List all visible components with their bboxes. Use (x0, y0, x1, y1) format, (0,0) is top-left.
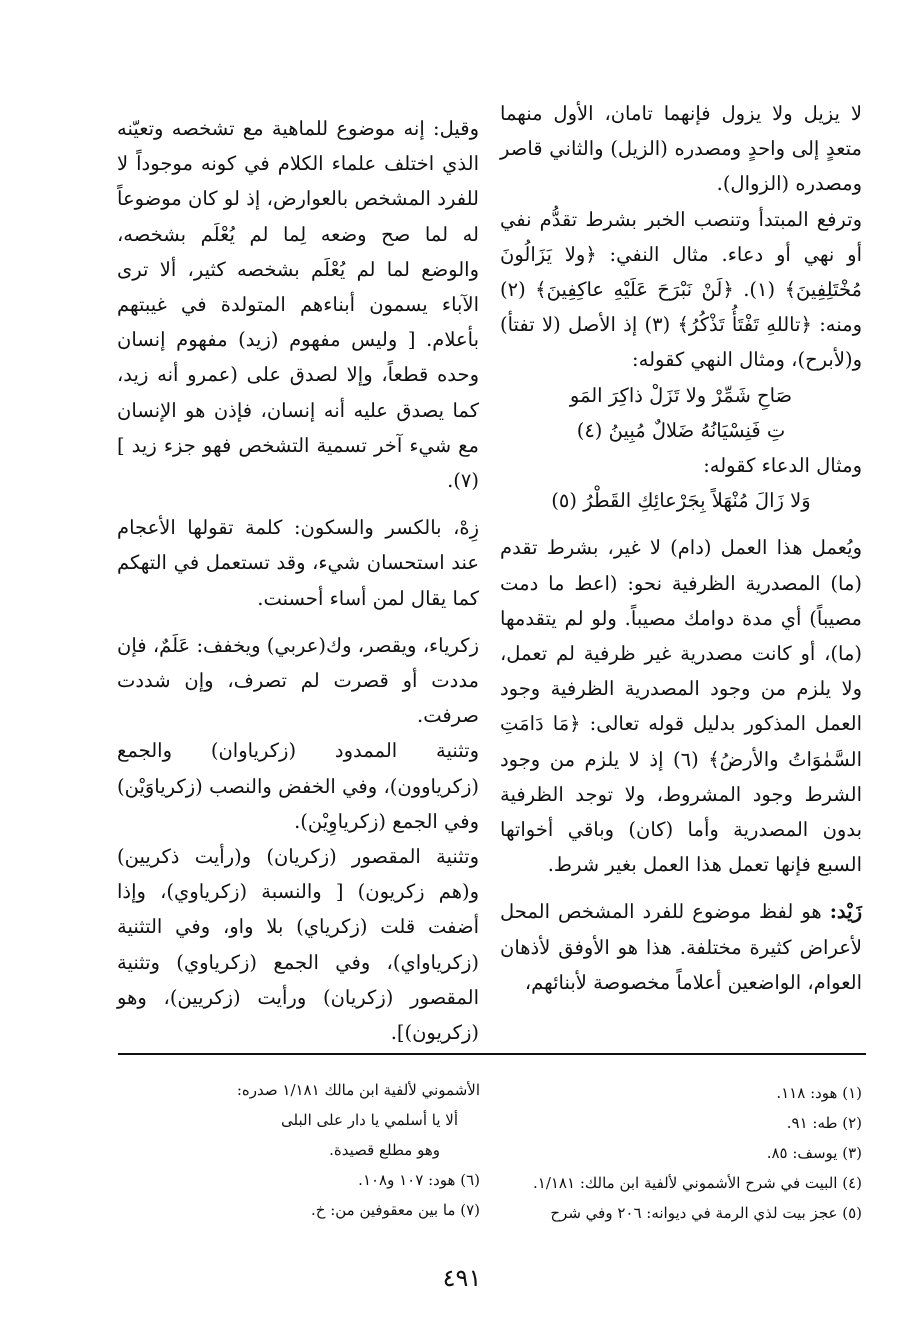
left-column (117, 111, 479, 1050)
right-column (500, 96, 862, 1000)
paragraph: وقيل: إنه موضوع للماهية مع تشخصه وتعيّنه الذي اختلف علماء الكلام في كونه موجوداً لا للفرد المشخص بالعوارض، إذ لو كان موضوعاً له لما صح وضعه لِما لم يُعْلَم بشخصه، والوضع لما لم يُعْلَم بشخصه كثير، ألا ترى الآباء يسمون أبناءهم المتولدة في غيبتهم بأعلام. [ وليس مفهوم (زيد) مفهوم إنسان وحده قطعاً، وإلا لصدق على (عمرو أنه زيد، كما يصدق عليه أنه إنسان، فإذن هو الإنسان مع شيء آخر تسمية التشخص فهو جزء زيد ](٧). (117, 117, 479, 493)
verse-line: تِ فَنِسْيَانُهُ ضَلالٌ مُبِينُ (٤) (576, 418, 786, 442)
footnote: (٣) يوسف: ٨٥. (766, 1144, 862, 1162)
footnote: (٦) هود: ١٠٧ و١٠٨. (358, 1171, 480, 1189)
paragraph: وتثنية المقصور (زكريان) و(رأيت ذكريين) و(هم زكريون) [ والنسبة (زكرياوي)، وإذا أضفت قلت (زكرياي) بلا واو، وفي التثنية (زكرياواي)، وفي الجمع (زكرياوي) وتثنية المقصور (زكريان) ورأيت (زكريين)، وهو (زكريون)]. (117, 845, 479, 1045)
paragraph: ويُعمل هذا العمل (دام) لا غير، بشرط تقدم (ما) المصدرية الظرفية نحو: (اعط ما دمت مصيباً) أي مدة دوامك مصيباً. ولو لم يتقدمها (ما)، أو كانت مصدرية غير ظرفية لم تعمل، ولا يلزم من وجود المصدرية الظرفية وجود العمل المذكور بدليل قوله تعالى: ﴿مَا دَامَتِ السَّمٰوَاتُ والأرضُ﴾ (٦) إذ لا يلزم من وجود الشرط وجود المشروط، ولا توجد الظرفية بدون المصدرية وأما (كان) وباقي أخواتها السبع فإنها تعمل هذا العمل بغير شرط. (500, 536, 862, 877)
paragraph: وترفع المبتدأ وتنصب الخبر بشرط تقدُّم نفي أو نهي أو دعاء. مثال النفي: ﴿ولا يَزَالُونَ مُخْتَلِفِينَ﴾ (١). ﴿لَنْ نَبْرَحَ عَلَيْهِ عاكِفِينَ﴾ (٢) ومنه: ﴿تاللهِ تَفْتَأُ تَذْكُرُ﴾ (٣) إذ الأصل (لا تفتأ) و(لأبرح)، ومثال النهي كقوله: (500, 207, 862, 372)
footnote: (٤) البيت في شرح الأشموني لألفية ابن مالك: ١/١٨١. (532, 1174, 862, 1192)
entry-zih: زِهْ، بالكسر والسكون: كلمة تقولها الأعجام عند استحسان شيء، وقد تستعمل في التهكم كما يقال لمن أساء أحسنت. (117, 516, 479, 610)
footnote: (٥) عجز بيت لذي الرمة في ديوانه: ٢٠٦ وفي شرح (550, 1204, 862, 1222)
footnote: (٧) ما بين معقوفين من: خ. (310, 1201, 480, 1219)
spacer (117, 616, 479, 628)
verse-line: صَاحِ شَمِّرْ ولا تَزَلْ ذاكِرَ المَو (569, 383, 793, 407)
footnotes-left (180, 1075, 480, 1225)
footnotes-right (500, 1078, 862, 1228)
page-number: ٤٩١ (442, 1264, 482, 1292)
entry-headword: زَيْد: (829, 900, 862, 924)
paragraph: ومثال الدعاء كقوله: (703, 454, 862, 478)
entry-zakariyya: زكرياء، ويقصر، وك(عربي) ويخفف: عَلَمٌ، فإن مددت أو قصرت لم تصرف، وإن شددت صرفت. (117, 633, 479, 728)
paragraph: وتثنية الممدود (زكرياوان) والجمع (زكرياوون)، وفي الخفض والنصب (زكرياوَيْن) وفي الجمع (زكرياوِيْن). (117, 739, 479, 833)
poem-verse (500, 378, 862, 448)
poem-verse: وَلا زَالَ مُنْهَلاً بِجَرْعائِكِ القَطْرُ (٥) (551, 489, 811, 513)
spacer (117, 498, 479, 510)
paragraph: لا يزيل ولا يزول فإنهما تامان، الأول منهما متعدٍ إلى واحدٍ ومصدره (الزيل) والثاني قاصر ومصدره (الزوال). (500, 102, 862, 196)
footnote-verse: ألا يا أسلمي يا دار على البلى (281, 1111, 458, 1129)
footnote: (٢) طه: ٩١. (786, 1114, 862, 1132)
footnote: (١) هود: ١١٨. (776, 1084, 862, 1102)
footnote: وهو مطلع قصيدة. (329, 1141, 440, 1159)
entry-zayd (500, 894, 862, 1000)
spacer (500, 518, 862, 530)
spacer (500, 882, 862, 894)
footnote-separator (118, 1053, 866, 1055)
entry-text: هو لفظ موضوع للفرد المشخص المحل لأعراض كثيرة مختلفة. هذا هو الأوفق لأذهان العوام، الواضعين أعلاماً مخصوصة لأبنائهم، (500, 900, 862, 994)
footnote: الأشموني لألفية ابن مالك ١/١٨١ صدره: (236, 1081, 480, 1099)
